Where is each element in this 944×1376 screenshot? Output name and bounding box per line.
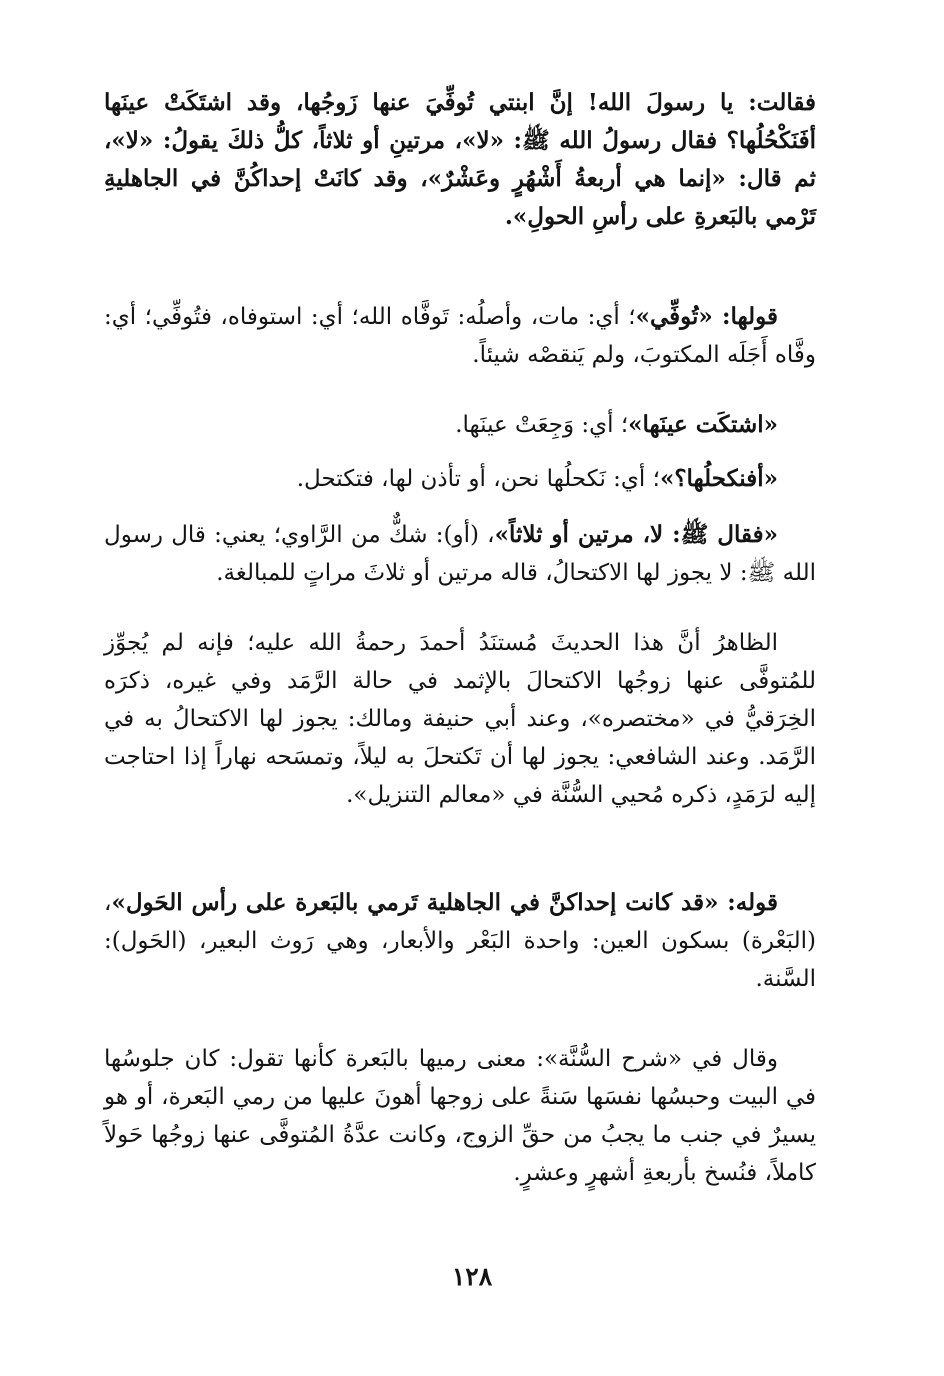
sharh-paragraph: وقال في «شرح السُّنَّة»: معنى رميها بالبَعرة كأنها تقول: كان جلوسُها في البيت وحبسُها نفسَها سَنةً على زوجها أهونَ عليها من رمي البَعرة، أو هو يسيرٌ في جنب ما يجبُ من حقِّ الزوج، وكانت عدَّةُ المُتوفَّى عنها زوجُها حَولاً كاملاً، فنُسخ بأربعةِ أشهرٍ وعشرٍ. xyxy=(104,1046,816,1186)
faqala-paragraph xyxy=(104,516,816,592)
qawluhu-explanation: ، (البَعْرة) بسكون العين: واحدة البَعْر والأبعار، وهي رَوث البعير، (الحَول): السَّنة. xyxy=(104,890,816,992)
afanakhuluha-lemma: «أفنكحلُها؟» xyxy=(659,465,778,492)
tuwuffi-lemma: قولها: «تُوفِّي» xyxy=(635,303,778,330)
hadith-paragraph: فقالت: يا رسولَ الله! إنَّ ابنتي تُوفِّيَ عنها زَوجُها، وقد اشتَكَتْ عينَها أفَنَكْحُلُها؟ فقال رسولُ الله ﷺ: «لا»، مرتينِ أو ثلاثاً، كلُّ ذلكَ يقولُ: «لا»، ثم قال: «إنما هي أربعةُ أَشْهُرٍ وعَشْرٌ»، وقد كانَتْ إحداكُنَّ في الجاهليةِ تَرْمي بالبَعرةِ على رأسِ الحولِ». xyxy=(104,89,816,230)
afanakhuluha-explanation: ؛ أي: نَكحلُها نحن، أو تأذن لها، فتكتحل. xyxy=(296,466,660,492)
ishtakat-lemma: «اشتكَت عينَها» xyxy=(628,411,778,438)
qawluhu-lemma: قوله: «قد كانت إحداكنَّ في الجاهلية تَرمي بالبَعرة على رأس الحَول» xyxy=(111,889,778,916)
page-number: ١٢٨ xyxy=(451,1262,493,1291)
faqala-lemma: «فقال ﷺ: لا، مرتين أو ثلاثاً» xyxy=(494,521,779,548)
ishtakat-explanation: ؛ أي: وَجِعَتْ عينَها. xyxy=(455,412,629,438)
qawluhu-paragraph xyxy=(104,884,816,998)
afanakhuluha-paragraph xyxy=(104,460,816,498)
zahir-paragraph: الظاهرُ أنَّ هذا الحديثَ مُستنَدُ أحمدَ رحمةُ الله عليه؛ فإنه لم يُجوِّز للمُتوفَّى عنها زوجُها الاكتحالَ بالإثمد في حالة الرَّمَد وفي غيره، ذكرَه الخِرَقيُّ في «مختصره»، وعند أبي حنيفة ومالك: يجوز لها الاكتحالُ به في الرَّمَد. وعند الشافعي: يجوز لها أن تَكتحلَ به ليلاً، وتمسَحه نهاراً إذا احتاجت إليه لرَمَدٍ، ذكره مُحيي السُّنَّة في «معالم التنزيل». xyxy=(104,630,816,808)
faqala-explanation: ، (أو): شكٌّ من الرَّاوي؛ يعني: قال رسول الله ﷺ: لا يجوز لها الاكتحالُ، قاله مرتين أو ثلاثَ مراتٍ للمبالغة. xyxy=(104,522,816,586)
tuwuffi-explanation: ؛ أي: مات، وأصلُه: تَوفَّاه الله؛ أي: استوفاه، فتُوفِّي؛ أي: وفَّاه أَجَلَه المكتوبَ، ولم يَنقصْه شيئاً. xyxy=(104,304,816,368)
ishtakat-paragraph xyxy=(104,406,816,444)
tuwuffi-paragraph xyxy=(104,298,816,374)
